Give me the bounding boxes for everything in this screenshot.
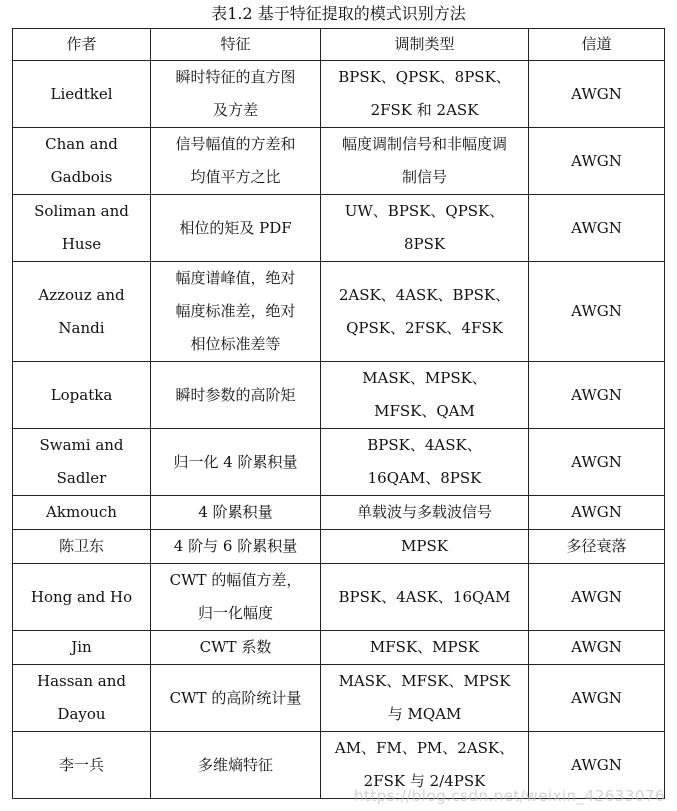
modulation-cell: 单载波与多载波信号 xyxy=(321,496,529,530)
channel-cell: AWGN xyxy=(529,429,665,496)
channel-cell: AWGN xyxy=(529,564,665,631)
channel-cell: AWGN xyxy=(529,732,665,799)
author-cell: Azzouz and Nandi xyxy=(13,262,151,362)
channel-cell: AWGN xyxy=(529,631,665,665)
table-row xyxy=(13,496,665,530)
feature-cell: CWT 的幅值方差， 归一化幅度 xyxy=(151,564,321,631)
feature-cell: 4 阶与 6 阶累积量 xyxy=(151,530,321,564)
author-cell: Hassan and Dayou xyxy=(13,665,151,732)
table-row xyxy=(13,195,665,262)
table-row xyxy=(13,564,665,631)
modulation-cell: MPSK xyxy=(321,530,529,564)
channel-cell: AWGN xyxy=(529,262,665,362)
feature-cell: 4 阶累积量 xyxy=(151,496,321,530)
feature-cell: 归一化 4 阶累积量 xyxy=(151,429,321,496)
table-row xyxy=(13,61,665,128)
feature-cell: 幅度谱峰值，绝对 幅度标准差，绝对 相位标准差等 xyxy=(151,262,321,362)
modulation-cell: MFSK、MPSK xyxy=(321,631,529,665)
feature-cell: CWT 系数 xyxy=(151,631,321,665)
modulation-cell: 2ASK、4ASK、BPSK、 QPSK、2FSK、4FSK xyxy=(321,262,529,362)
modulation-cell: MASK、MPSK、 MFSK、QAM xyxy=(321,362,529,429)
author-cell: 李一兵 xyxy=(13,732,151,799)
feature-method-table xyxy=(12,28,665,799)
feature-cell: 信号幅值的方差和 均值平方之比 xyxy=(151,128,321,195)
channel-cell: AWGN xyxy=(529,665,665,732)
feature-cell: 相位的矩及 PDF xyxy=(151,195,321,262)
header-author: 作者 xyxy=(13,29,151,61)
feature-cell: 瞬时特征的直方图 及方差 xyxy=(151,61,321,128)
modulation-cell: MASK、MFSK、MPSK 与 MQAM xyxy=(321,665,529,732)
modulation-cell: AM、FM、PM、2ASK、 2FSK 与 2/4PSK xyxy=(321,732,529,799)
channel-cell: AWGN xyxy=(529,496,665,530)
table-row xyxy=(13,362,665,429)
header-modulation: 调制类型 xyxy=(321,29,529,61)
channel-cell: 多径衰落 xyxy=(529,530,665,564)
table-row xyxy=(13,631,665,665)
header-channel: 信道 xyxy=(529,29,665,61)
table-row xyxy=(13,665,665,732)
channel-cell: AWGN xyxy=(529,128,665,195)
modulation-cell: BPSK、4ASK、16QAM xyxy=(321,564,529,631)
header-feature: 特征 xyxy=(151,29,321,61)
author-cell: 陈卫东 xyxy=(13,530,151,564)
table-row xyxy=(13,262,665,362)
feature-cell: CWT 的高阶统计量 xyxy=(151,665,321,732)
author-cell: Chan and Gadbois xyxy=(13,128,151,195)
channel-cell: AWGN xyxy=(529,362,665,429)
modulation-cell: BPSK、4ASK、 16QAM、8PSK xyxy=(321,429,529,496)
feature-cell: 瞬时参数的高阶矩 xyxy=(151,362,321,429)
modulation-cell: BPSK、QPSK、8PSK、 2FSK 和 2ASK xyxy=(321,61,529,128)
table-row xyxy=(13,128,665,195)
feature-cell: 多维熵特征 xyxy=(151,732,321,799)
modulation-cell: UW、BPSK、QPSK、 8PSK xyxy=(321,195,529,262)
author-cell: Akmouch xyxy=(13,496,151,530)
table-caption: 表1.2 基于特征提取的模式识别方法 xyxy=(211,4,466,23)
author-cell: Lopatka xyxy=(13,362,151,429)
author-cell: Hong and Ho xyxy=(13,564,151,631)
author-cell: Jin xyxy=(13,631,151,665)
author-cell: Liedtkel xyxy=(13,61,151,128)
author-cell: Swami and Sadler xyxy=(13,429,151,496)
header-row xyxy=(13,29,665,61)
channel-cell: AWGN xyxy=(529,61,665,128)
modulation-cell: 幅度调制信号和非幅度调 制信号 xyxy=(321,128,529,195)
table-row xyxy=(13,429,665,496)
channel-cell: AWGN xyxy=(529,195,665,262)
author-cell: Soliman and Huse xyxy=(13,195,151,262)
table-row xyxy=(13,530,665,564)
watermark-text: https://blog.csdn.net/weixin_42633076 xyxy=(353,787,665,805)
